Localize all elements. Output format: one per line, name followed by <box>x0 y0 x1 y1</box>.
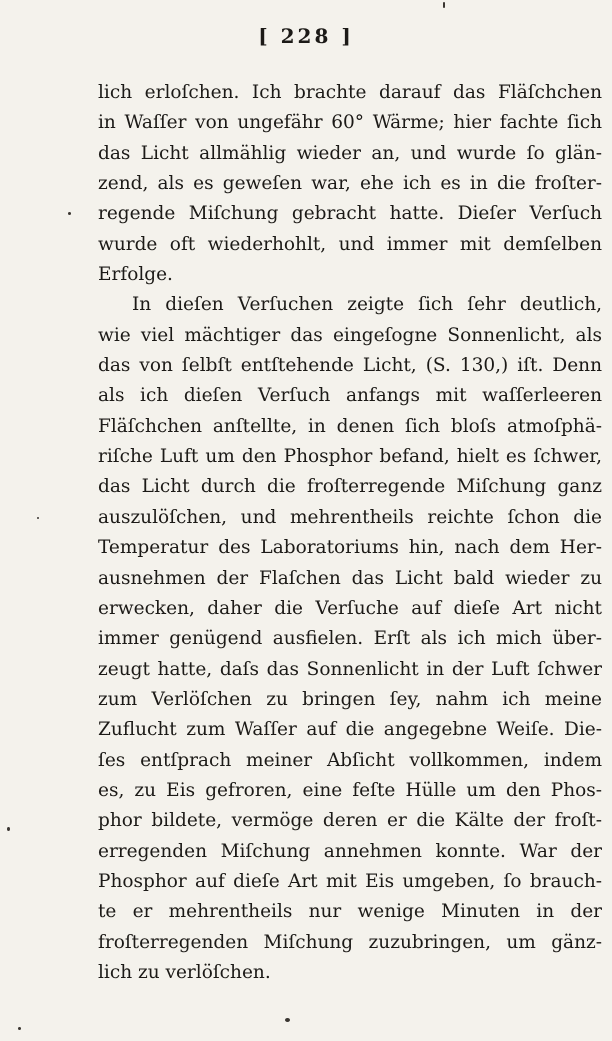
scan-speck <box>18 1027 21 1030</box>
text-line: lich zu verlöſchen. <box>98 961 271 983</box>
text-line: Phosphor auf dieſe Art mit Eis umgeben, ſo brauch- <box>98 870 602 892</box>
text-line: das Licht durch die froſterregende Miſchung ganz <box>98 476 602 498</box>
text-line: in Waſſer von ungefähr 60° Wärme; hier fachte ſich <box>98 112 602 134</box>
text-line: ſes entſprach meiner Abſicht vollkommen, indem <box>98 749 602 771</box>
text-line: das Licht allmählig wieder an, und wurde ſo glän- <box>98 142 602 164</box>
text-line: Fläſchchen anſtellte, in denen ſich bloſs atmoſphä- <box>98 415 602 437</box>
scan-speck <box>37 517 39 519</box>
scan-speck <box>68 212 71 215</box>
text-line: riſche Luft um den Phosphor befand, hielt es ſchwer, <box>98 446 602 468</box>
text-line: In dieſen Verſuchen zeigte ſich ſehr deutlich, <box>132 294 602 316</box>
text-line: Erfolge. <box>98 264 173 286</box>
scan-speck <box>443 2 445 8</box>
text-line: das von ſelbſt entſtehende Licht, (S. 130,) iſt. Denn <box>98 355 602 377</box>
text-line: Zuflucht zum Waſſer auf die angegebne Weiſe. Die- <box>98 719 602 741</box>
text-line: regende Miſchung gebracht hatte. Dieſer Verſuch <box>98 203 602 225</box>
text-line: lich erloſchen. Ich brachte darauf das Fläſchchen <box>98 82 602 103</box>
text-line: als ich dieſen Verſuch anfangs mit waſſerleeren <box>98 385 602 407</box>
text-line: wie viel mächtiger das eingeſogne Sonnenlicht, als <box>98 324 602 346</box>
text-line: zend, als es geweſen war, ehe ich es in die froſter- <box>98 173 602 195</box>
text-line: froſterregenden Miſchung zuzubringen, um gänz- <box>98 931 602 953</box>
text-line: immer genügend ausfielen. Erſt als ich mich über- <box>98 628 602 650</box>
text-line: ausnehmen der Flaſchen das Licht bald wieder zu <box>98 567 602 589</box>
text-line: zeugt hatte, daſs das Sonnenlicht in der Luft ſchwer <box>98 658 602 680</box>
text-line: phor bildete, vermöge deren er die Kälte der froſt- <box>98 810 602 832</box>
scan-speck <box>7 827 10 831</box>
text-line: es, zu Eis gefroren, eine feſte Hülle um den Phos- <box>98 779 602 801</box>
text-line: auszulöſchen, und mehrentheils reichte ſchon die <box>98 506 602 528</box>
text-line: zum Verlöſchen zu bringen ſey, nahm ich meine <box>98 688 602 710</box>
scan-speck <box>285 1018 290 1022</box>
text-line: te er mehrentheils nur wenige Minuten in der <box>98 901 602 923</box>
page-number: [ 228 ] <box>258 24 354 48</box>
text-line: erregenden Miſchung annehmen konnte. War der <box>98 840 602 862</box>
text-line: Temperatur des Laboratoriums hin, nach dem Her- <box>98 537 602 559</box>
body-text <box>98 78 602 988</box>
text-line: wurde oft wiederhohlt, und immer mit demſelben <box>98 233 602 255</box>
text-line: erwecken, daher die Verſuche auf dieſe Art nicht <box>98 597 602 619</box>
